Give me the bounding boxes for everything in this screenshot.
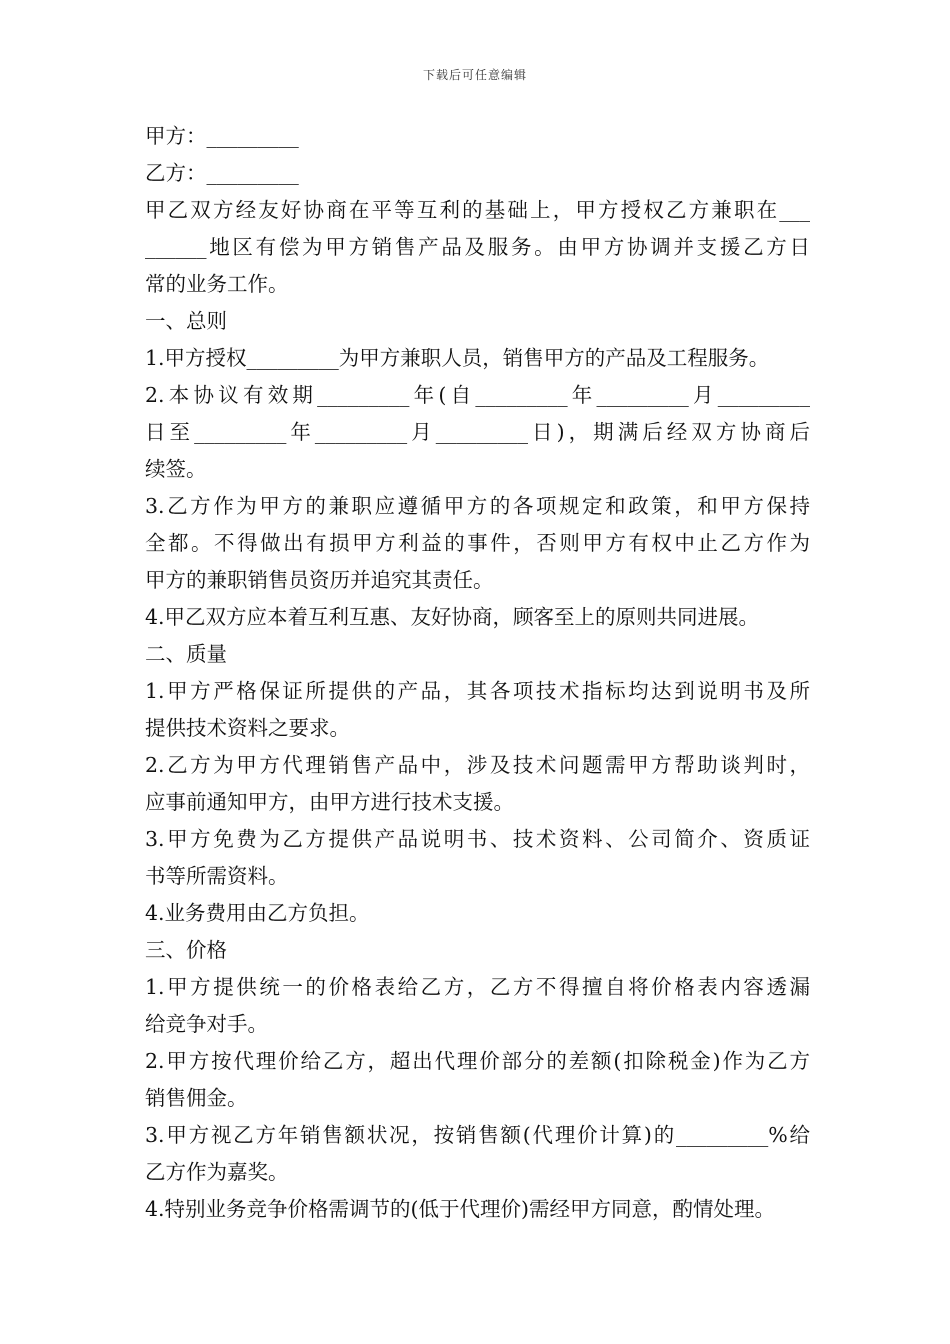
clause-line: 应事前通知甲方，由甲方进行技术支援。 — [145, 790, 514, 814]
clause-line: 4.业务费用由乙方负担。 — [145, 901, 370, 925]
clause-line: 给竞争对手。 — [145, 1012, 268, 1036]
clause-line: 1.甲方提供统一的价格表给乙方，乙方不得擅自将价格表内容透漏 — [145, 975, 810, 999]
intro-paragraph-line: 甲乙双方经友好协商在平等互利的基础上，甲方授权乙方兼职在___ — [145, 198, 810, 222]
section-heading-price: 三、价格 — [145, 938, 227, 962]
clause-line: 4.甲乙双方应本着互利互惠、友好协商，顾客至上的原则共同进展。 — [145, 605, 760, 629]
clause-line: 1.甲方严格保证所提供的产品，其各项技术指标均达到说明书及所 — [145, 679, 810, 703]
clause-line: 书等所需资料。 — [145, 864, 289, 888]
page-header: 下载后可任意编辑 — [422, 68, 527, 82]
clause-line: 2.本协议有效期_________年(自_________年_________月_________ — [145, 383, 810, 407]
party-a-line: 甲方：_________ — [145, 124, 299, 148]
clause-line: 日至_________年_________月_________日)，期满后经双方协商后 — [145, 420, 810, 444]
clause-line: 2.甲方按代理价给乙方，超出代理价部分的差额(扣除税金)作为乙方 — [145, 1049, 810, 1073]
clause-line: 3.甲方视乙方年销售额状况，按销售额(代理价计算)的_________%给 — [145, 1123, 810, 1147]
clause-line: 3.乙方作为甲方的兼职应遵循甲方的各项规定和政策，和甲方保持 — [145, 494, 810, 518]
party-b-line: 乙方：_________ — [145, 161, 299, 185]
section-heading-general: 一、总则 — [145, 309, 227, 333]
document-body — [145, 118, 810, 1228]
intro-paragraph-line: 常的业务工作。 — [145, 272, 289, 296]
clause-line: 3.甲方免费为乙方提供产品说明书、技术资料、公司简介、资质证 — [145, 827, 810, 851]
clause-line: 4.特别业务竞争价格需调节的(低于代理价)需经甲方同意，酌情处理。 — [145, 1197, 776, 1221]
clause-line: 续签。 — [145, 457, 207, 481]
clause-line: 乙方作为嘉奖。 — [145, 1160, 289, 1184]
intro-paragraph-line: ______地区有偿为甲方销售产品及服务。由甲方协调并支援乙方日 — [145, 235, 810, 259]
clause-line: 2.乙方为甲方代理销售产品中，涉及技术问题需甲方帮助谈判时， — [145, 753, 810, 777]
clause-line: 提供技术资料之要求。 — [145, 716, 350, 740]
clause-line: 全都。不得做出有损甲方利益的事件，否则甲方有权中止乙方作为 — [145, 531, 810, 555]
section-heading-quality: 二、质量 — [145, 642, 227, 666]
clause-line: 甲方的兼职销售员资历并追究其责任。 — [145, 568, 494, 592]
clause-line: 销售佣金。 — [145, 1086, 248, 1110]
clause-line: 1.甲方授权_________为甲方兼职人员，销售甲方的产品及工程服务。 — [145, 346, 770, 370]
